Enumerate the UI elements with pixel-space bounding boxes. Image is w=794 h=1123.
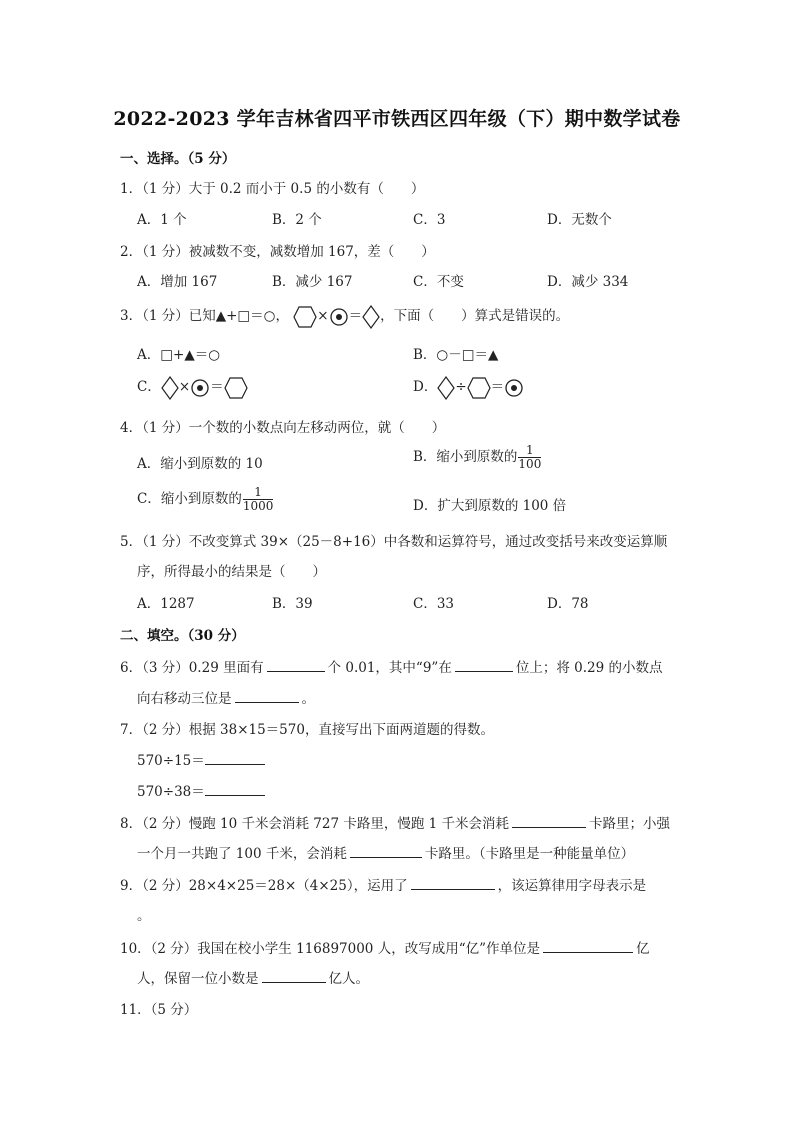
q1-option-a: A．1 个 — [137, 212, 187, 228]
section-fill-heading: 二、填空。（30 分） — [120, 628, 245, 644]
q8-line1 — [120, 812, 670, 832]
q4-option-c-fraction — [243, 486, 274, 513]
q4-option-b-prefix: B．缩小到原数的 — [413, 449, 518, 465]
q3-option-c-prefix: C． — [137, 379, 161, 395]
q6-line2-text: 向右移动三位是 — [137, 691, 232, 707]
q2-option-c: C．不变 — [413, 274, 464, 290]
q10-line2 — [137, 967, 369, 987]
q2-option-d: D．减少 334 — [547, 274, 629, 290]
q3-given: ▲+□＝○， — [215, 308, 289, 324]
q2-option-a: A．增加 167 — [137, 274, 218, 290]
q1-option-b: B．2 个 — [272, 212, 322, 228]
q4-option-b-fraction — [518, 444, 541, 471]
q4-option-d: D．扩大到原数的 100 倍 — [413, 498, 567, 514]
q3-stem — [120, 304, 569, 329]
q1-option-c: C．3 — [413, 212, 446, 228]
q7-expression-2-text: 570÷38＝ — [137, 784, 205, 800]
q2-stem: 2．（1 分）被减数不变，减数增加 167，差（ ） — [120, 244, 435, 260]
q6-line2 — [137, 687, 315, 707]
q11-stem: 11．（5 分） — [120, 1002, 198, 1018]
q5-option-a: A．1287 — [137, 596, 195, 612]
diamond-icon — [362, 305, 380, 329]
q3-equals: ＝ — [348, 308, 363, 324]
q6-line1 — [120, 656, 662, 676]
q8-line2-text: 一个月一共跑了 100 千米，会消耗 — [137, 846, 347, 862]
q7-expression-2 — [137, 780, 268, 800]
diamond-icon — [161, 376, 179, 400]
q8-part1: 8．（2 分）慢跑 10 千米会消耗 727 卡路里，慢跑 1 千米会消耗 — [120, 816, 510, 832]
hexagon-icon — [224, 377, 248, 399]
q8-line2 — [137, 842, 634, 862]
q3-option-d-divide: ÷ — [455, 379, 467, 395]
dotted-circle-icon — [190, 378, 210, 398]
hexagon-icon — [293, 306, 317, 328]
q9-blank-1[interactable] — [411, 875, 495, 890]
q4-option-c — [137, 486, 273, 513]
dotted-circle-icon — [329, 307, 349, 327]
q3-times: × — [317, 308, 329, 324]
q4-stem: 4．（1 分）一个数的小数点向左移动两位，就（ ） — [120, 420, 446, 436]
q10-line1 — [120, 937, 650, 957]
q3-option-a: A．□+▲＝○ — [137, 347, 220, 363]
q5-option-b: B．39 — [272, 596, 313, 612]
q9-part2: ，该运算律用字母表示是 — [497, 878, 647, 894]
q6-part1: 6．（3 分）0.29 里面有 — [120, 660, 264, 676]
q6-line2-end: 。 — [301, 691, 315, 707]
q3-suffix: ，下面（ ）算式是错误的。 — [380, 308, 570, 324]
q3-option-d-equals: ＝ — [490, 379, 505, 395]
section-choice-heading: 一、选择。（5 分） — [120, 151, 236, 167]
q8-line2-end: 卡路里。（卡路里是一种能量单位） — [424, 846, 635, 862]
q5-stem-line1: 5．（1 分）不改变算式 39×（25－8+16）中各数和运算符号，通过改变括号来改变运算顺 — [120, 534, 668, 550]
hexagon-icon — [467, 377, 491, 399]
q8-blank-2[interactable] — [350, 843, 422, 858]
q4-option-a: A．缩小到原数的 10 — [137, 456, 263, 472]
q5-option-d: D．78 — [547, 596, 589, 612]
q10-line2-end: 亿人。 — [328, 971, 369, 987]
q4-option-b — [413, 444, 541, 471]
q3-option-d-prefix: D． — [413, 379, 438, 395]
q7-blank-1[interactable] — [205, 750, 265, 765]
q7-stem: 7．（2 分）根据 38×15＝570，直接写出下面两道题的得数。 — [120, 722, 494, 738]
page-title: 2022-2023 学年吉林省四平市铁西区四年级（下）期中数学试卷 — [113, 108, 681, 130]
q8-blank-1[interactable] — [512, 813, 586, 828]
q8-part2: 卡路里；小强 — [589, 816, 671, 832]
q10-part2: 亿 — [636, 941, 650, 957]
q6-blank-2[interactable] — [455, 657, 513, 672]
q3-option-d — [413, 375, 524, 400]
q10-line2-text: 人，保留一位小数是 — [137, 971, 259, 987]
q6-blank-1[interactable] — [267, 657, 325, 672]
q3-prefix: 3．（1 分）已知 — [120, 308, 216, 324]
q9-line2: 。 — [137, 908, 151, 924]
q7-expression-1-text: 570÷15＝ — [137, 753, 205, 769]
q3-option-b: B．○－□＝▲ — [413, 347, 499, 363]
q3-option-c-times: × — [178, 379, 191, 395]
fraction-denominator: 100 — [518, 457, 542, 471]
q7-expression-1 — [137, 749, 268, 769]
q5-stem-line2: 序，所得最小的结果是（ ） — [137, 564, 326, 580]
q4-option-c-prefix: C．缩小到原数的 — [137, 491, 242, 507]
q1-stem: 1．（1 分）大于 0.2 而小于 0.5 的小数有（ ） — [120, 181, 425, 197]
q7-blank-2[interactable] — [205, 781, 265, 796]
q10-blank-1[interactable] — [543, 938, 633, 953]
q2-option-b: B．减少 167 — [272, 274, 353, 290]
q10-part1: 10．（2 分）我国在校小学生 116897000 人，改写成用“亿”作单位是 — [120, 941, 540, 957]
q10-blank-2[interactable] — [262, 968, 326, 983]
fraction-numerator: 1 — [243, 486, 274, 500]
q3-option-c-equals: ＝ — [210, 379, 224, 395]
q3-option-c — [137, 375, 248, 400]
q1-option-d: D．无数个 — [547, 212, 612, 228]
fraction-denominator: 1000 — [242, 499, 274, 513]
q6-part2: 个 0.01，其中“9”在 — [327, 660, 452, 676]
dotted-circle-icon — [504, 378, 524, 398]
q6-blank-3[interactable] — [235, 688, 299, 703]
q9-line1 — [120, 874, 646, 894]
q6-part3: 位上；将 0.29 的小数点 — [515, 660, 663, 676]
diamond-icon — [437, 376, 455, 400]
fraction-numerator: 1 — [518, 444, 541, 458]
q5-option-c: C．33 — [413, 596, 455, 612]
q9-part1: 9．（2 分）28×4×25＝28×（4×25），运用了 — [120, 878, 408, 894]
